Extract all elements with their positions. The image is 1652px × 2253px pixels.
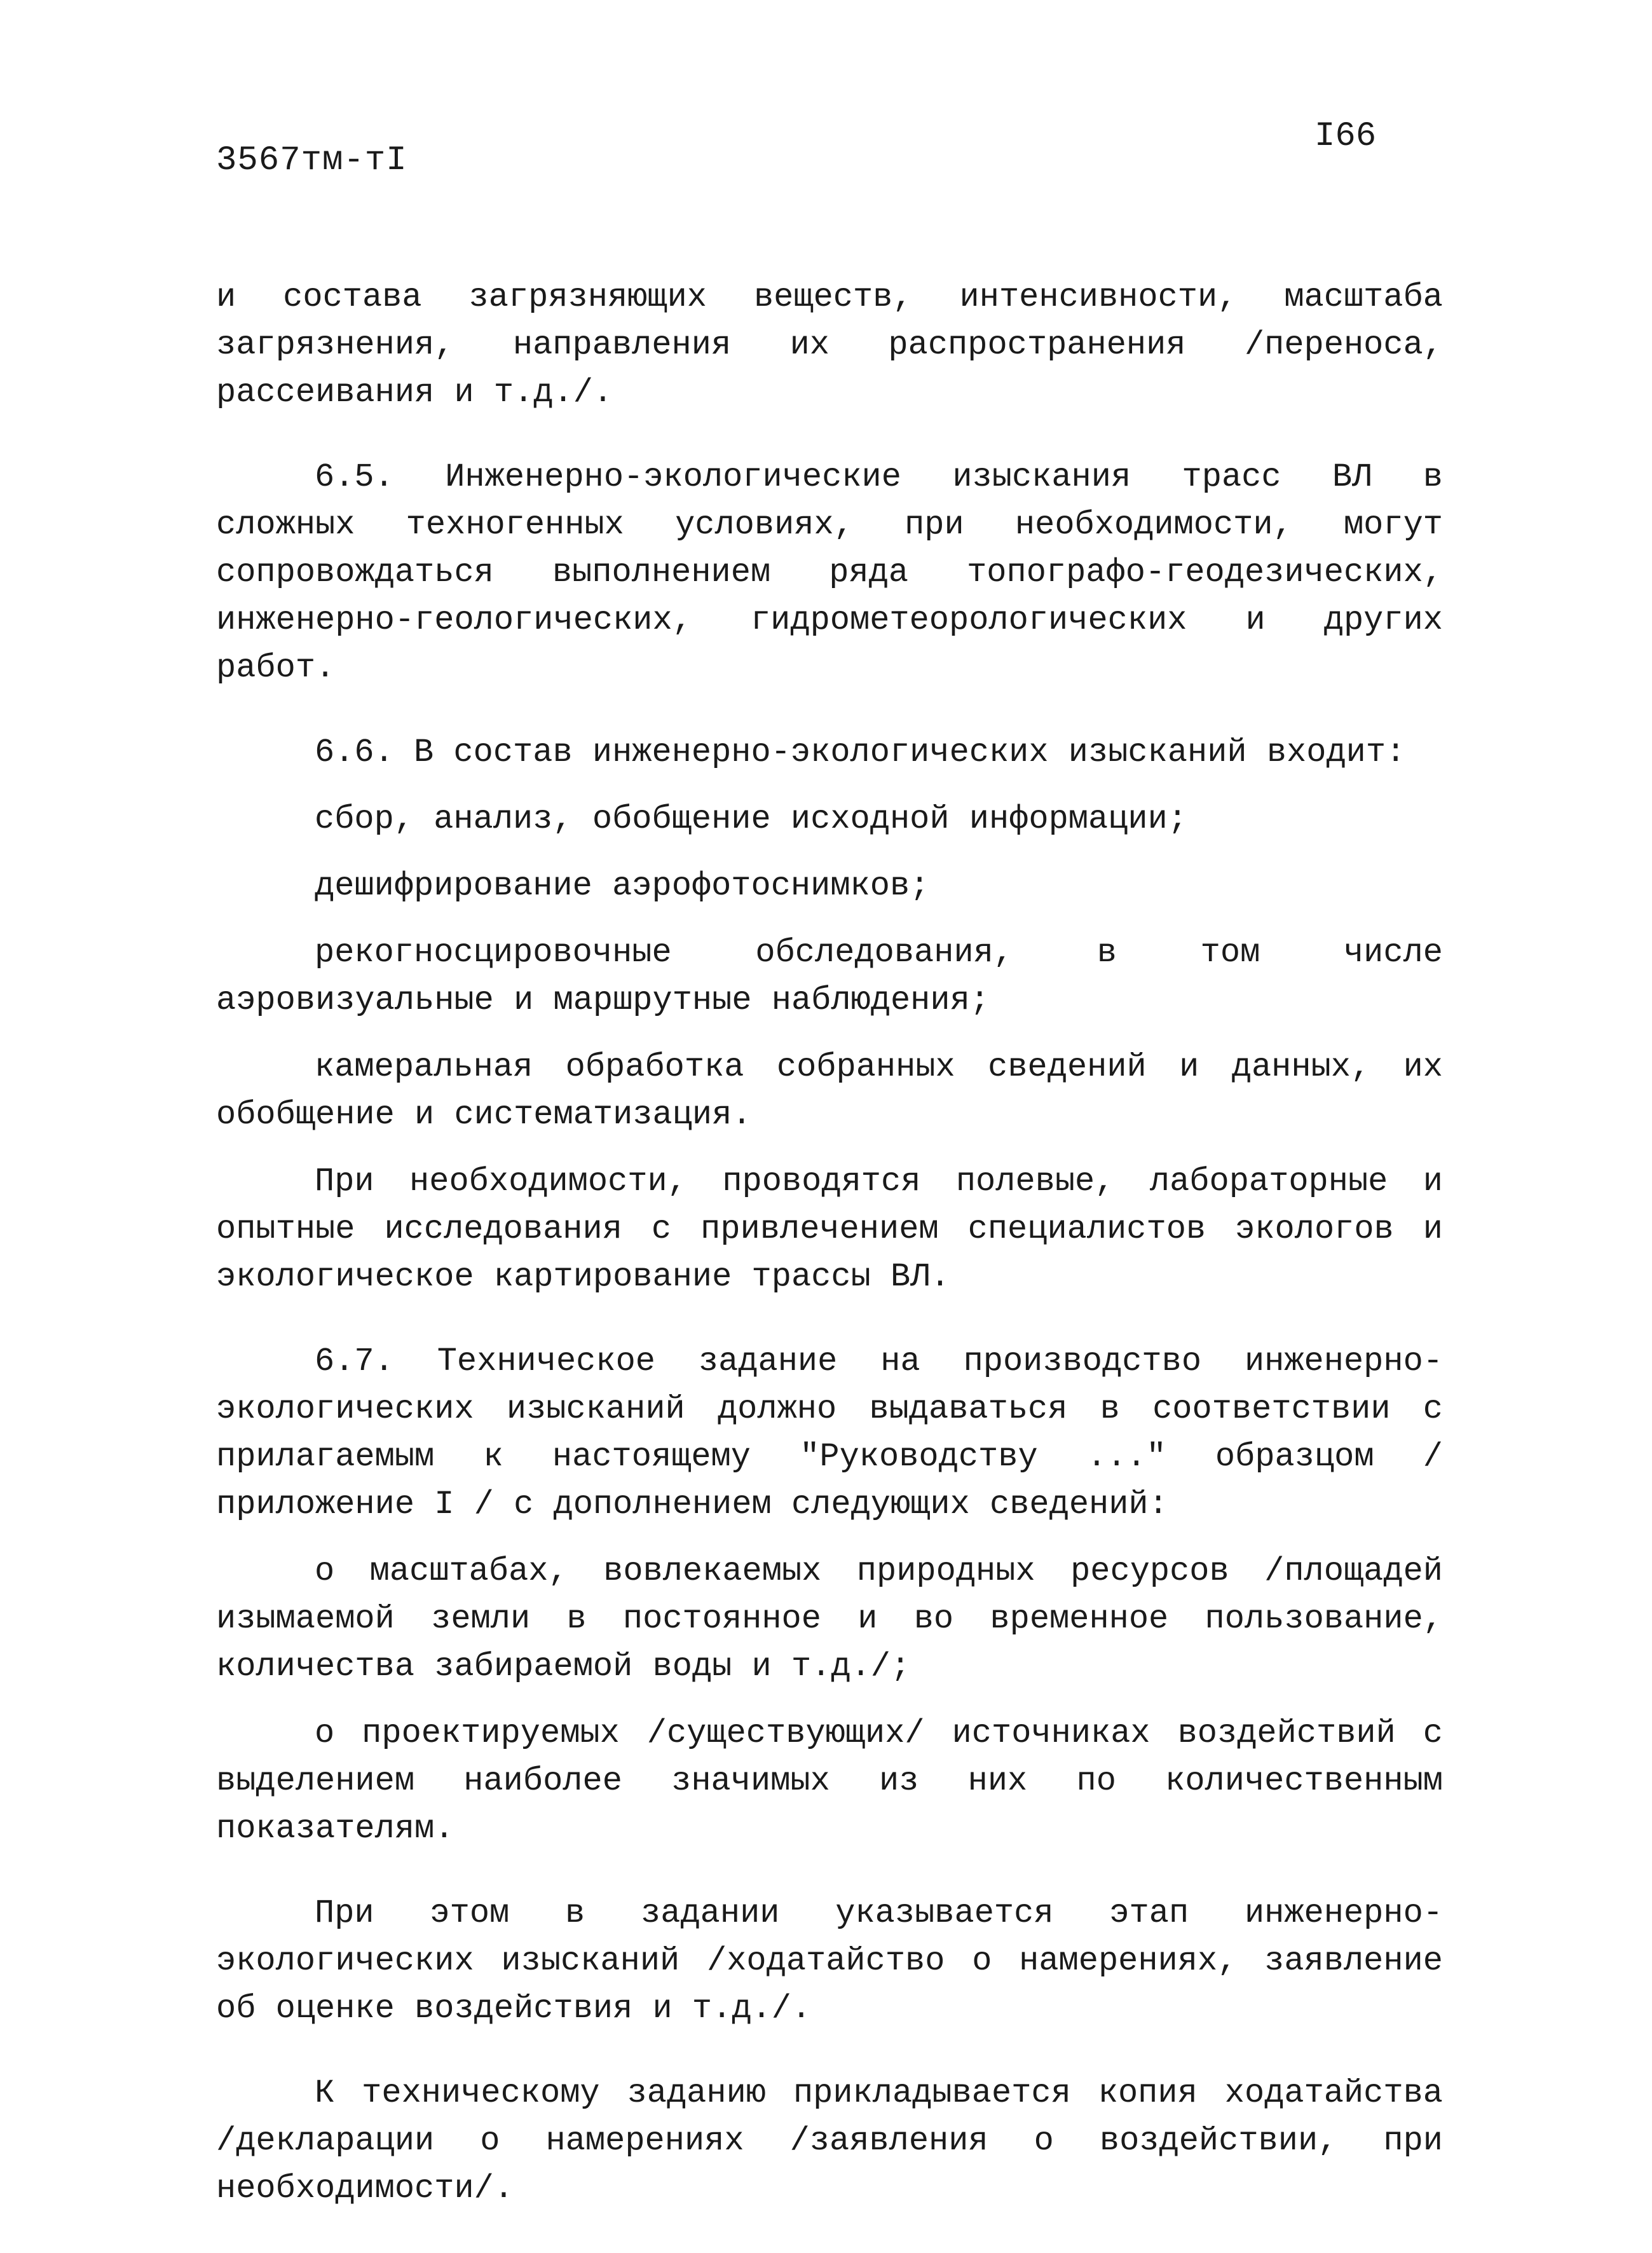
list-item: о масштабах, вовлекаемых природных ресурсов /площадей изымаемой земли в постоянное и во временное пользование, количества забираемой воды и т.д./; [216, 1552, 1443, 1685]
list-item: о проектируемых /существующих/ источниках воздействий с выделением наиболее значимых из них по количественным показателям. [216, 1715, 1443, 1847]
paragraph-6-6: 6.6. В состав инженерно-экологических изысканий входит: [315, 734, 1406, 771]
list-item: рекогносцировочные обследования, в том числе аэровизуальные и маршрутные наблюдения; [216, 934, 1443, 1019]
paragraph-6-7: 6.7. Техническое задание на производство инженерно-экологических изысканий должно выдаваться в соответствии с прилагаемым к настоящему "Руководству ..." образцом /приложение I / с дополнением следующих сведений: [216, 1343, 1443, 1523]
paragraph-stage: При этом в задании указывается этап инженерно-экологических изысканий /ходатайство о намерениях, заявление об оценке воздействия и т.д./. [216, 1894, 1443, 2027]
paragraph-continuation: и состава загрязняющих веществ, интенсивности, масштаба загрязнения, направления их распространения /переноса, рассеивания и т.д./. [216, 278, 1443, 411]
list-item: сбор, анализ, обобщение исходной информации; [315, 800, 1188, 838]
paragraph-6-5: 6.5. Инженерно-экологические изыскания трасс ВЛ в сложных техногенных условиях, при необходимости, могут сопровождаться выполнением ряда топографо-геодезических, инженерно-геологических, гидрометеорологических и других работ. [216, 458, 1443, 687]
paragraph-field-research: При необходимости, проводятся полевые, лабораторные и опытные исследования с привлечением специалистов экологов и экологическое картирование трассы ВЛ. [216, 1163, 1443, 1296]
document-code: 3567тм-тI [216, 141, 407, 180]
page-number: I66 [1314, 117, 1377, 156]
list-item: дешифрирование аэрофотоснимков; [315, 867, 930, 905]
paragraph-attachment: К техническому заданию прикладывается копия ходатайства /декларации о намерениях /заявления о воздействии, при необходимости/. [216, 2074, 1443, 2207]
list-item: камеральная обработка собранных сведений и данных, их обобщение и систематизация. [216, 1048, 1443, 1133]
document-body [216, 273, 1443, 2249]
